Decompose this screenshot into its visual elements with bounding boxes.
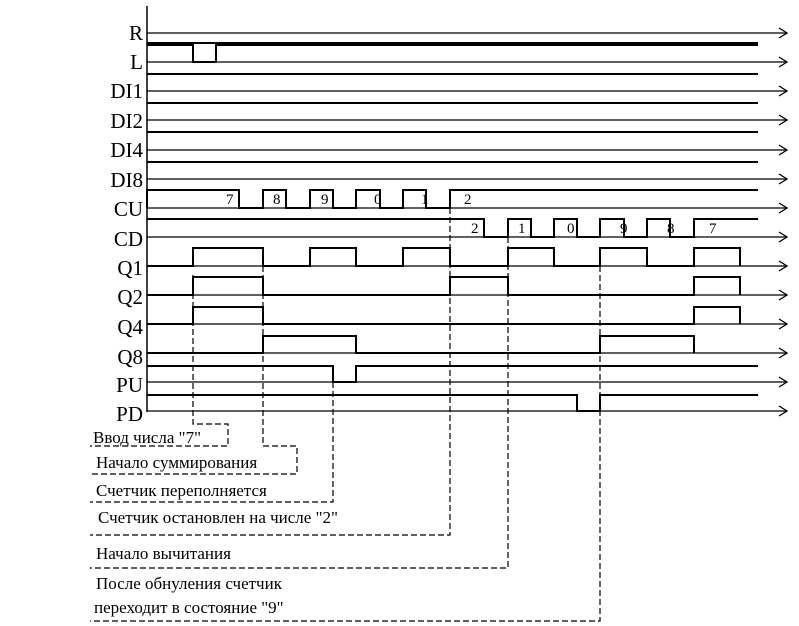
signal-label-q2: Q2 bbox=[117, 285, 143, 309]
signal-label-pu: PU bbox=[116, 373, 143, 397]
cd-count-8: 8 bbox=[667, 221, 675, 237]
wave-q2 bbox=[147, 277, 740, 295]
annotations bbox=[93, 428, 338, 617]
signal-label-r: R bbox=[128, 21, 143, 45]
signal-label-di8: DI8 bbox=[110, 168, 143, 192]
annotation-overflow: Счетчик переполняется bbox=[96, 481, 267, 500]
wave-pu bbox=[147, 366, 758, 382]
signal-label-cd: CD bbox=[113, 227, 143, 251]
signal-label-di4: DI4 bbox=[110, 138, 143, 162]
cd-count-9: 9 bbox=[620, 221, 628, 237]
wave-q1 bbox=[147, 248, 740, 266]
arrow-r bbox=[147, 28, 787, 38]
signal-label-cu: CU bbox=[113, 197, 143, 221]
cu-count-2: 2 bbox=[464, 192, 472, 208]
baseline-arrows bbox=[147, 28, 787, 416]
arrow-l bbox=[147, 57, 787, 67]
wave-cu bbox=[147, 190, 758, 208]
cd-count-1: 1 bbox=[518, 221, 526, 237]
arrow-di4 bbox=[147, 145, 787, 155]
signal-labels bbox=[110, 21, 143, 426]
signal-label-q4: Q4 bbox=[117, 315, 143, 339]
signal-label-pd: PD bbox=[116, 402, 143, 426]
arrow-di8 bbox=[147, 174, 787, 184]
arrow-pu bbox=[147, 377, 787, 387]
cu-count-1: 1 bbox=[421, 192, 429, 208]
annotation-reset-line-1: После обнуления счетчик bbox=[96, 574, 282, 593]
cd-count-7: 7 bbox=[709, 221, 717, 237]
signal-label-q1: Q1 bbox=[117, 256, 143, 280]
annotation-input-7: Ввод числа "7" bbox=[93, 428, 202, 447]
wave-q8 bbox=[147, 336, 694, 353]
signal-label-q8: Q8 bbox=[117, 345, 143, 369]
cu-count-9: 9 bbox=[321, 192, 329, 208]
annotation-reset-line-2: переходит в состояние "9" bbox=[94, 598, 284, 617]
cu-count-8: 8 bbox=[273, 192, 281, 208]
arrow-pd bbox=[147, 406, 787, 416]
wave-l bbox=[147, 45, 758, 62]
signal-label-di2: DI2 bbox=[110, 109, 143, 133]
annotation-start-count-up: Начало суммирования bbox=[96, 453, 258, 472]
signal-label-di1: DI1 bbox=[110, 79, 143, 103]
annotation-stopped-at-2: Счетчик остановлен на числе "2" bbox=[98, 508, 338, 527]
wave-pd bbox=[147, 395, 758, 411]
arrow-di1 bbox=[147, 86, 787, 96]
arrow-di2 bbox=[147, 115, 787, 125]
leader-input-7 bbox=[90, 275, 228, 446]
wave-q4 bbox=[147, 307, 740, 324]
cu-count-7: 7 bbox=[226, 192, 234, 208]
cu-count-0: 0 bbox=[374, 192, 382, 208]
cd-count-0: 0 bbox=[567, 221, 575, 237]
annotation-start-count-down: Начало вычитания bbox=[96, 544, 231, 563]
signal-label-l: L bbox=[130, 50, 143, 74]
cd-count-2: 2 bbox=[471, 221, 479, 237]
